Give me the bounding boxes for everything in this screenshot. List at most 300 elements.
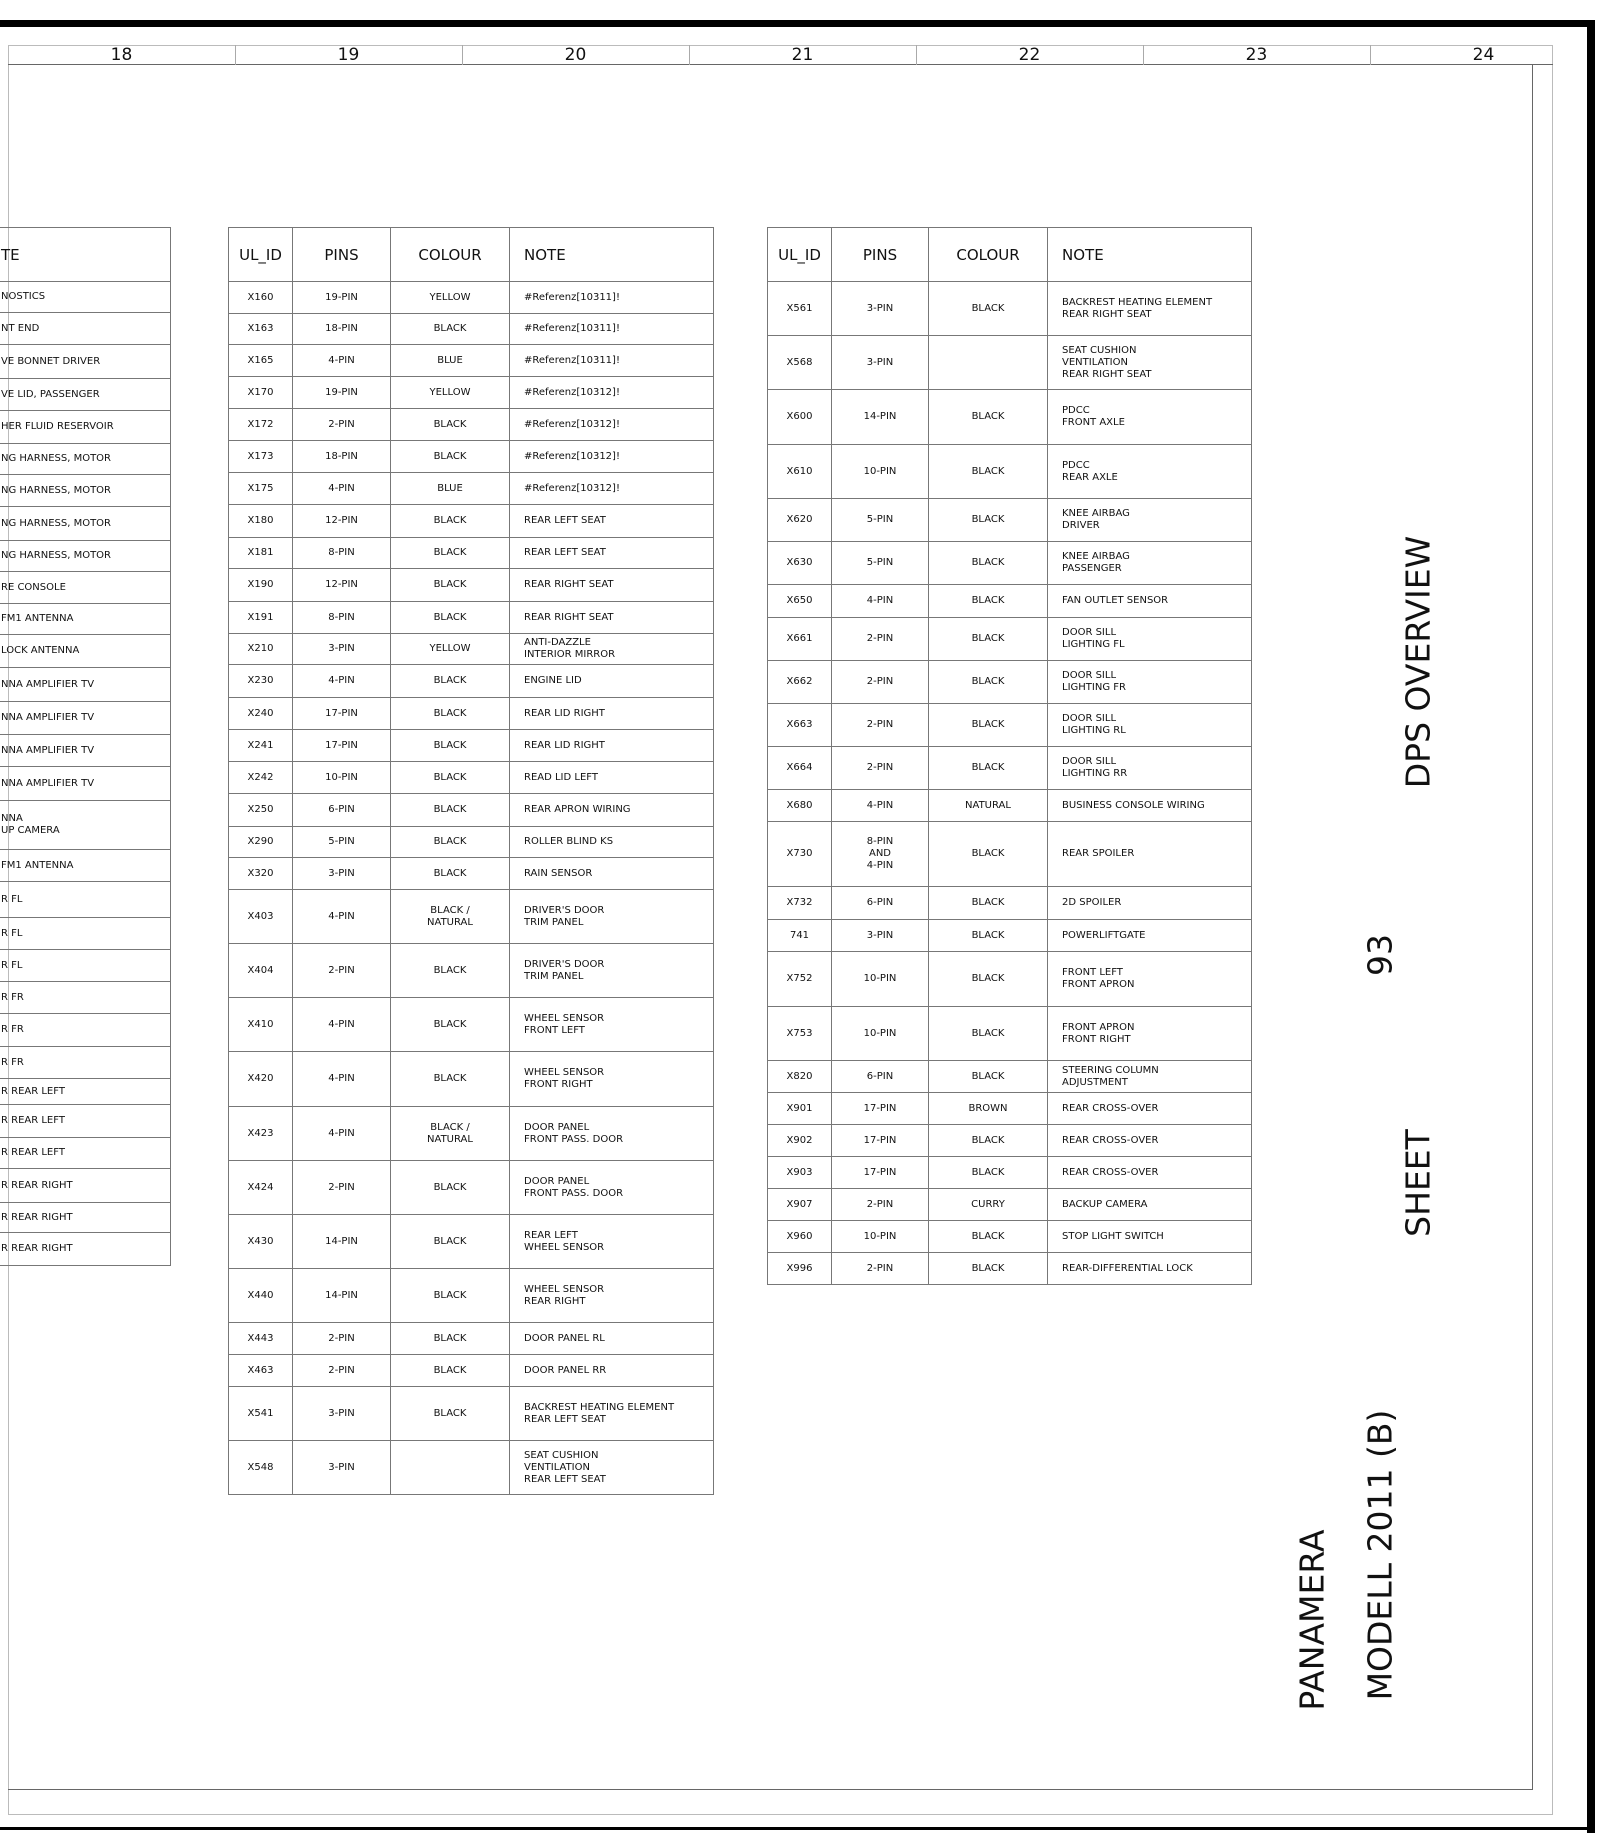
- note-line: LOCK ANTENNA: [1, 645, 80, 656]
- note-cell: [0, 313, 171, 345]
- ul-id-cell: X600: [768, 390, 832, 445]
- table-row: [0, 541, 171, 572]
- note-line: R FL: [1, 959, 23, 971]
- colour-line: NATURAL: [427, 916, 473, 928]
- ul-id-cell: X173: [229, 441, 293, 473]
- note-cell: [0, 635, 171, 668]
- note-cell: [510, 602, 714, 634]
- note-line: WHEEL SENSOR: [524, 1283, 605, 1295]
- table-row: [229, 762, 714, 794]
- note-line: NNA AMPLIFIER TV: [1, 678, 95, 690]
- ul-id-cell: X680: [768, 790, 832, 822]
- note-cell: [1048, 747, 1252, 790]
- note-cell: [510, 569, 714, 602]
- table-row: [768, 585, 1252, 618]
- note-line: FRONT APRON: [1062, 1021, 1135, 1033]
- note-cell: [0, 604, 171, 635]
- colour-cell: [391, 858, 510, 890]
- ul-id-cell: X907: [768, 1189, 832, 1221]
- pins-cell: [832, 618, 929, 661]
- note-cell: [1048, 1189, 1252, 1221]
- colour-line: BLACK: [971, 929, 1005, 941]
- note-cell: [510, 538, 714, 569]
- note-cell: [1048, 390, 1252, 445]
- note-cell: [0, 735, 171, 767]
- pins-cell: [293, 538, 391, 569]
- note-line: LIGHTING FR: [1062, 682, 1126, 693]
- note-line: PDCC: [1062, 405, 1090, 416]
- colour-line: BLACK: [971, 633, 1005, 644]
- ul-id-cell: 741: [768, 920, 832, 952]
- ul-id-cell: X424: [229, 1161, 293, 1215]
- pins-line: 18-PIN: [325, 450, 358, 462]
- note-line: R FL: [1, 893, 23, 905]
- table-row: [768, 920, 1252, 952]
- ul-id-cell: X170: [229, 377, 293, 409]
- table-row: [0, 1169, 171, 1203]
- pins-line: 4-PIN: [328, 910, 355, 922]
- note-line: LIGHTING RL: [1062, 725, 1126, 736]
- pins-cell: [293, 441, 391, 473]
- note-cell: [510, 794, 714, 827]
- header-note: NOTE: [510, 228, 714, 282]
- ul-id-cell: X190: [229, 569, 293, 602]
- colour-line: BLACK: [971, 557, 1005, 568]
- ul-id-cell: X548: [229, 1441, 293, 1495]
- colour-cell: [391, 998, 510, 1052]
- colour-line: BLACK: [971, 762, 1005, 773]
- note-cell: [0, 982, 171, 1014]
- note-cell: [0, 379, 171, 411]
- note-line: REAR RIGHT SEAT: [524, 611, 614, 623]
- note-cell: [510, 762, 714, 794]
- pins-line: 4-PIN: [866, 595, 894, 606]
- pins-line: 17-PIN: [863, 1134, 897, 1146]
- pins-line: 2-PIN: [328, 1364, 355, 1376]
- pins-line: 19-PIN: [325, 386, 358, 398]
- note-cell: [510, 1355, 714, 1387]
- colour-cell: [391, 473, 510, 505]
- note-line: FRONT PASS. DOOR: [524, 1133, 624, 1145]
- ul-id-cell: X561: [768, 282, 832, 336]
- note-cell: [510, 1161, 714, 1215]
- note-cell: [0, 345, 171, 379]
- frame-right-border: [1587, 20, 1595, 1833]
- table-row: [768, 542, 1252, 585]
- colour-line: YELLOW: [429, 386, 471, 398]
- ul-id-cell: X240: [229, 698, 293, 730]
- pins-line: 12-PIN: [325, 579, 358, 590]
- pins-cell: [293, 998, 391, 1052]
- note-cell: [0, 702, 171, 735]
- colour-cell: [929, 747, 1048, 790]
- table-row: [0, 604, 171, 635]
- pins-line: 5-PIN: [866, 557, 894, 568]
- colour-cell: [391, 377, 510, 409]
- note-cell: [1048, 1253, 1252, 1285]
- pins-cell: [832, 585, 929, 618]
- colour-cell: [391, 602, 510, 634]
- table-row: [229, 1052, 714, 1107]
- pins-line: 18-PIN: [325, 323, 358, 334]
- colour-cell: [929, 1125, 1048, 1157]
- pins-line: 14-PIN: [325, 1235, 358, 1247]
- ruler-divider: [235, 45, 236, 65]
- pins-line: 2-PIN: [866, 719, 894, 730]
- note-cell: [1048, 790, 1252, 822]
- header-ul-id: UL_ID: [229, 228, 293, 282]
- pins-line: 14-PIN: [325, 1289, 358, 1301]
- note-line: READ LID LEFT: [524, 771, 598, 783]
- colour-cell: [929, 1157, 1048, 1189]
- note-line: KNEE AIRBAG: [1062, 551, 1130, 562]
- pins-cell: [293, 634, 391, 665]
- column-ruler: [8, 45, 1553, 65]
- note-line: R REAR LEFT: [1, 1115, 65, 1126]
- table-row: [0, 1047, 171, 1079]
- note-cell: [510, 1387, 714, 1441]
- table-row: [229, 377, 714, 409]
- colour-cell: [391, 538, 510, 569]
- note-line: R FL: [1, 927, 23, 939]
- note-line: #Referenz[10311]!: [524, 323, 620, 334]
- header-pins: PINS: [832, 228, 929, 282]
- table-row: [229, 730, 714, 762]
- pins-cell: [832, 1221, 929, 1253]
- colour-cell: [929, 445, 1048, 499]
- note-cell: [1048, 952, 1252, 1007]
- ruler-column-number: 18: [110, 45, 133, 65]
- table-row: [229, 473, 714, 505]
- note-cell: [1048, 336, 1252, 390]
- pins-cell: [832, 499, 929, 542]
- table-row: [768, 704, 1252, 747]
- table-row: [768, 822, 1252, 887]
- note-line: REAR LID RIGHT: [524, 739, 605, 751]
- pins-cell: [293, 1161, 391, 1215]
- note-cell: [510, 1441, 714, 1495]
- pins-line: 12-PIN: [325, 515, 358, 526]
- pins-cell: [832, 704, 929, 747]
- ul-id-cell: X610: [768, 445, 832, 499]
- pins-line: 3-PIN: [328, 1407, 355, 1419]
- table-row: [229, 345, 714, 377]
- colour-line: BLACK: [433, 771, 467, 783]
- pins-line: 8-PIN: [866, 836, 894, 847]
- colour-cell: [929, 1093, 1048, 1125]
- table-row: [229, 1269, 714, 1323]
- note-cell: [1048, 1125, 1252, 1157]
- note-line: RE CONSOLE: [1, 581, 66, 593]
- ul-id-cell: X661: [768, 618, 832, 661]
- pins-line: 2-PIN: [328, 964, 355, 976]
- ul-id-cell: X430: [229, 1215, 293, 1269]
- note-cell: [510, 473, 714, 505]
- note-line: FRONT AXLE: [1062, 417, 1125, 428]
- note-line: REAR CROSS-OVER: [1062, 1134, 1159, 1146]
- note-line: FRONT RIGHT: [524, 1079, 593, 1090]
- table-row: [768, 1007, 1252, 1061]
- pins-cell: [293, 602, 391, 634]
- pins-line: 6-PIN: [866, 897, 894, 908]
- pins-cell: [832, 1093, 929, 1125]
- colour-line: BLACK: [433, 611, 467, 623]
- table-row: [229, 1107, 714, 1161]
- ul-id-cell: X753: [768, 1007, 832, 1061]
- colour-cell: [391, 282, 510, 314]
- note-line: ROLLER BLIND KS: [524, 836, 614, 847]
- note-line: REAR RIGHT SEAT: [1062, 308, 1152, 320]
- table-row: [229, 634, 714, 665]
- note-cell: [510, 1107, 714, 1161]
- ul-id-cell: X902: [768, 1125, 832, 1157]
- pins-cell: [293, 794, 391, 827]
- table-row: [229, 890, 714, 944]
- note-line: #Referenz[10312]!: [524, 418, 620, 430]
- pins-cell: [832, 445, 929, 499]
- pins-line: 3-PIN: [866, 356, 894, 368]
- pins-line: 4-PIN: [328, 354, 355, 366]
- colour-line: BLACK: [433, 1407, 467, 1419]
- table-row: [0, 801, 171, 850]
- ul-id-cell: X901: [768, 1093, 832, 1125]
- colour-line: BLACK: [433, 1289, 467, 1301]
- note-line: NNA AMPLIFIER TV: [1, 712, 95, 723]
- note-line: 2D SPOILER: [1062, 897, 1122, 908]
- pins-line: 4-PIN: [328, 1073, 355, 1084]
- pins-cell: [293, 762, 391, 794]
- note-line: REAR LEFT SEAT: [524, 1473, 606, 1485]
- note-cell: [510, 890, 714, 944]
- note-cell: [510, 665, 714, 698]
- note-cell: [0, 1138, 171, 1169]
- note-cell: [0, 572, 171, 604]
- colour-cell: [391, 1215, 510, 1269]
- note-line: TRIM PANEL: [524, 970, 584, 982]
- ul-id-cell: X664: [768, 747, 832, 790]
- note-line: REAR LEFT: [524, 1229, 578, 1241]
- table-row: [229, 538, 714, 569]
- note-cell: [1048, 822, 1252, 887]
- sheet-title: DPS OVERVIEW: [1398, 535, 1438, 789]
- note-line: REAR CROSS-OVER: [1062, 1102, 1159, 1114]
- table-row: [0, 1079, 171, 1105]
- colour-cell: [929, 585, 1048, 618]
- table-row: [768, 1221, 1252, 1253]
- note-line: #Referenz[10311]!: [524, 354, 620, 366]
- pins-cell: [832, 790, 929, 822]
- table-row: [768, 790, 1252, 822]
- right-connector-table: [767, 227, 1252, 1285]
- ul-id-cell: X730: [768, 822, 832, 887]
- note-line: R REAR RIGHT: [1, 1243, 73, 1254]
- colour-cell: [391, 1387, 510, 1441]
- note-line: R REAR RIGHT: [1, 1211, 73, 1223]
- colour-line: BLACK: [433, 867, 467, 879]
- colour-cell: [391, 1323, 510, 1355]
- colour-cell: [391, 1052, 510, 1107]
- note-line: SEAT CUSHION: [524, 1449, 599, 1461]
- pins-cell: [293, 314, 391, 345]
- table-row: [768, 887, 1252, 920]
- pins-line: 6-PIN: [328, 804, 355, 815]
- colour-line: BLUE: [437, 354, 463, 366]
- ul-id-cell: X163: [229, 314, 293, 345]
- table-row: [768, 1093, 1252, 1125]
- note-line: NG HARNESS, MOTOR: [1, 484, 111, 496]
- ruler-column-number: 19: [337, 45, 360, 65]
- colour-cell: [929, 1253, 1048, 1285]
- note-line: ENGINE LID: [524, 675, 582, 686]
- colour-line: BLACK: [433, 323, 467, 334]
- note-cell: [1048, 661, 1252, 704]
- pins-line: AND: [868, 848, 892, 859]
- note-cell: [0, 444, 171, 475]
- ul-id-cell: X290: [229, 827, 293, 858]
- colour-cell: [929, 336, 1048, 390]
- colour-line: BLACK: [971, 465, 1005, 477]
- pins-line: 3-PIN: [328, 867, 355, 879]
- note-line: NNA AMPLIFIER TV: [1, 744, 95, 756]
- ruler-divider: [462, 45, 463, 65]
- note-line: REAR SPOILER: [1062, 848, 1135, 859]
- colour-line: BLACK: [971, 302, 1005, 314]
- note-line: WHEEL SENSOR: [524, 1241, 605, 1253]
- table-row: [0, 702, 171, 735]
- table-row: [0, 444, 171, 475]
- colour-line: BLUE: [437, 482, 463, 494]
- note-line: ADJUSTMENT: [1062, 1076, 1128, 1088]
- pins-line: 4-PIN: [328, 1127, 355, 1139]
- pins-cell: [293, 1107, 391, 1161]
- colour-line: BLACK: [971, 1166, 1005, 1178]
- table-row: [0, 1203, 171, 1233]
- note-cell: [0, 950, 171, 982]
- pins-cell: [832, 747, 929, 790]
- note-line: WHEEL SENSOR: [524, 1012, 605, 1024]
- pins-line: 3-PIN: [328, 1461, 355, 1473]
- colour-cell: [391, 944, 510, 998]
- note-cell: [0, 1233, 171, 1266]
- ul-id-cell: X191: [229, 602, 293, 634]
- note-line: NG HARNESS, MOTOR: [1, 517, 111, 529]
- table-row: [229, 1323, 714, 1355]
- pins-line: 2-PIN: [866, 762, 894, 773]
- table-row: [0, 982, 171, 1014]
- note-line: DOOR PANEL RR: [524, 1364, 607, 1376]
- table-row: [229, 998, 714, 1052]
- note-line: STEERING COLUMN: [1062, 1064, 1159, 1076]
- pins-cell: [293, 345, 391, 377]
- left-table-header: TE: [0, 228, 171, 282]
- colour-cell: [391, 665, 510, 698]
- colour-cell: [391, 569, 510, 602]
- colour-cell: [929, 1189, 1048, 1221]
- note-line: R FR: [1, 991, 24, 1003]
- pins-line: 17-PIN: [863, 1166, 897, 1178]
- note-line: #Referenz[10311]!: [524, 291, 620, 303]
- table-row: [229, 858, 714, 890]
- ruler-column-number: 23: [1245, 45, 1268, 65]
- note-line: REAR LEFT SEAT: [524, 547, 606, 558]
- note-cell: [0, 1105, 171, 1138]
- pins-line: 2-PIN: [328, 418, 355, 430]
- note-line: #Referenz[10312]!: [524, 482, 620, 494]
- note-line: R REAR LEFT: [1, 1147, 65, 1158]
- note-line: FRONT LEFT: [524, 1024, 585, 1036]
- pins-cell: [832, 336, 929, 390]
- note-line: DOOR PANEL: [524, 1121, 590, 1133]
- table-row: [0, 918, 171, 950]
- table-row: [229, 282, 714, 314]
- table-row: [229, 698, 714, 730]
- pins-line: 10-PIN: [863, 1027, 897, 1039]
- note-line: BACKREST HEATING ELEMENT: [1062, 296, 1213, 308]
- note-line: TRIM PANEL: [524, 916, 584, 928]
- note-cell: [510, 345, 714, 377]
- note-line: REAR APRON WIRING: [524, 804, 631, 815]
- note-cell: [1048, 1221, 1252, 1253]
- pins-line: 2-PIN: [866, 1262, 894, 1274]
- table-row: [229, 1215, 714, 1269]
- note-cell: [0, 541, 171, 572]
- colour-line: BROWN: [968, 1102, 1008, 1114]
- colour-line: BLACK: [971, 1027, 1005, 1039]
- colour-cell: [929, 1061, 1048, 1093]
- colour-cell: [929, 1007, 1048, 1061]
- note-cell: [1048, 704, 1252, 747]
- ul-id-cell: X175: [229, 473, 293, 505]
- colour-line: BLACK: [433, 1364, 467, 1376]
- ul-id-cell: X568: [768, 336, 832, 390]
- pins-cell: [293, 1441, 391, 1495]
- table-row: [229, 1387, 714, 1441]
- pins-cell: [293, 377, 391, 409]
- ul-id-cell: X165: [229, 345, 293, 377]
- pins-cell: [293, 1269, 391, 1323]
- colour-line: NATURAL: [965, 799, 1011, 811]
- ul-id-cell: X241: [229, 730, 293, 762]
- table-row: [0, 950, 171, 982]
- note-line: FRONT RIGHT: [1062, 1033, 1131, 1045]
- pins-line: 8-PIN: [328, 611, 355, 623]
- pins-cell: [293, 665, 391, 698]
- ul-id-cell: X404: [229, 944, 293, 998]
- note-line: FRONT APRON: [1062, 979, 1135, 990]
- colour-cell: [391, 345, 510, 377]
- table-row: [768, 390, 1252, 445]
- table-row: [0, 313, 171, 345]
- note-cell: [510, 1215, 714, 1269]
- left-connector-table: [0, 227, 171, 1266]
- ul-id-cell: X541: [229, 1387, 293, 1441]
- note-line: FM1 ANTENNA: [1, 859, 74, 871]
- pins-line: 4-PIN: [328, 675, 355, 686]
- colour-line: BLACK: [433, 1235, 467, 1247]
- note-cell: [0, 918, 171, 950]
- pins-cell: [832, 1061, 929, 1093]
- pins-cell: [832, 952, 929, 1007]
- pins-cell: [293, 473, 391, 505]
- note-line: NT END: [1, 322, 40, 334]
- note-line: REAR AXLE: [1062, 471, 1118, 483]
- colour-line: BLACK: [433, 739, 467, 751]
- pins-line: 17-PIN: [325, 739, 358, 751]
- pins-cell: [832, 920, 929, 952]
- note-line: R FR: [1, 1056, 24, 1068]
- pins-line: 3-PIN: [866, 929, 894, 941]
- table-row: [0, 411, 171, 444]
